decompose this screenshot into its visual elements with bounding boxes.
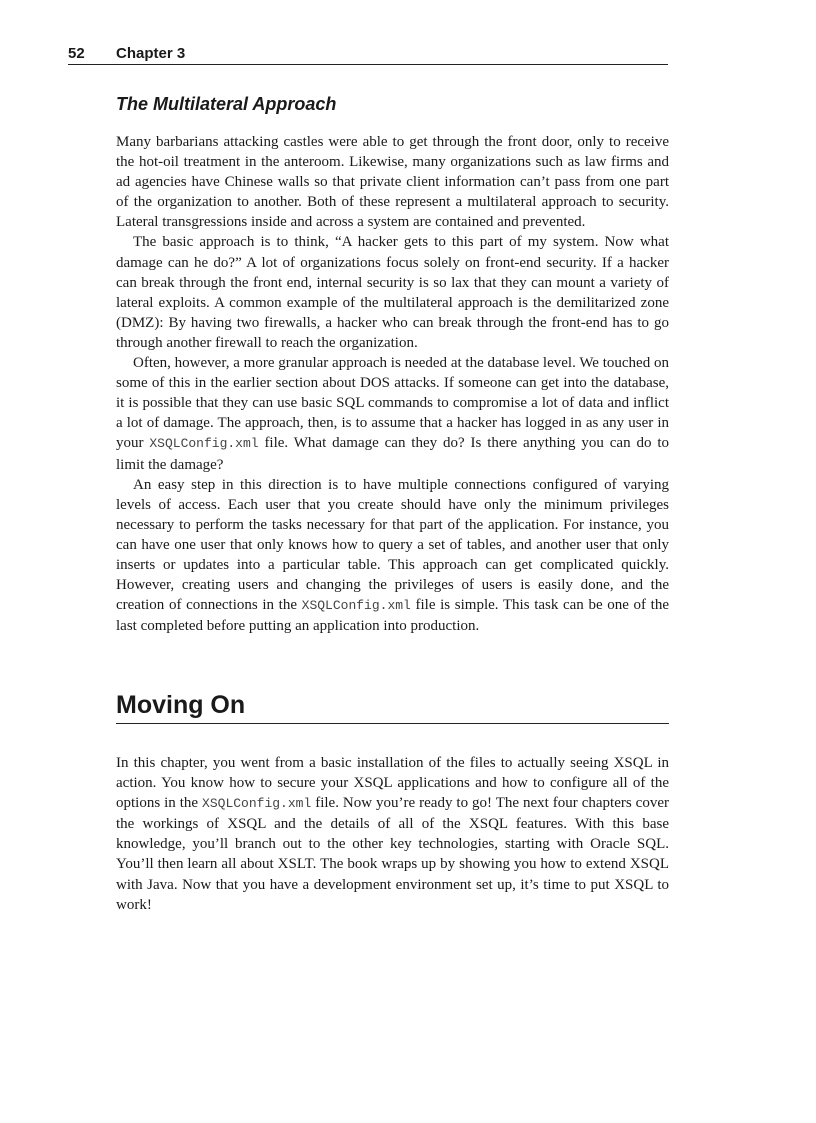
running-header xyxy=(68,42,668,65)
chapter-label: Chapter 3 xyxy=(116,45,186,62)
paragraph: Many barbarians attacking castles were able to get through the front door, only to receive the hot-oil treatment in the anteroom. Likewise, many organizations such as law firms and ad agencies have Chinese walls so that private client information can’t pass from one part of the organization to another. Both of these represent a multilateral approach to security. Lateral transgressions inside and across a system are contained and prevented. xyxy=(116,134,669,231)
paragraph-text: In this chapter, you went from a basic installation of the files to actually seeing XSQL in action. You know how to secure your XSQL applications and how to configure all of the options in the xyxy=(116,755,669,812)
section-heading-moving-on: Moving On xyxy=(116,690,669,724)
paragraph-text: file. What damage can they do? Is there anything you can do to limit the damage? xyxy=(116,435,669,473)
section-body-multilateral xyxy=(116,132,669,636)
section-body-moving-on xyxy=(116,753,669,915)
paragraph-text: file. Now you’re ready to go! The next four chapters cover the workings of XSQL and the details of all of the XSQL features. With this base knowledge, you’ll branch out to the other key technologies, starting with Oracle SQL. You’ll then learn all about XSLT. The book wraps up by showing you how to extend XSQL with Java. Now that you have a development environment set up, it’s time to put XSQL to work! xyxy=(116,795,669,913)
paragraph xyxy=(116,753,669,915)
paragraph-text: Often, however, a more granular approach is needed at the database level. We touched on some of this in the earlier section about DOS attacks. If someone can get into the database, it is possible that they can use basic SQL commands to compromise a lot of data and inflict a lot of damage. The approach, then, is to assume that a hacker has logged in as any user in your xyxy=(116,355,669,452)
paragraph xyxy=(116,475,669,637)
filename-code: XSQLConfig.xml xyxy=(202,796,312,812)
filename-code: XSQLConfig.xml xyxy=(149,436,259,452)
paragraph-text: An easy step in this direction is to have multiple connections configured of varying levels of access. Each user that you create should have only the minimum privileges necessary to perform the tasks necessary for that part of the application. For instance, you can have one user that only knows how to query a set of tables, and another user that only inserts or updates into a particular table. This approach can get complicated quickly. However, creating users and changing the privileges of users is easily done, and the creation of connections in the xyxy=(116,476,669,614)
paragraph xyxy=(116,353,669,475)
page-number: 52 xyxy=(68,45,85,62)
paragraph: The basic approach is to think, “A hacker gets to this part of my system. Now what damage can he do?” A lot of organizations focus solely on front-end security. If a hacker can break through the front end, internal security is so lax that they can mount a variety of lateral exploits. A common example of the multilateral approach is the demilitarized zone (DMZ): By having two firewalls, a hacker who can break through the front-end has to go through another firewall to reach the organization. xyxy=(116,234,669,351)
filename-code: XSQLConfig.xml xyxy=(301,598,411,614)
paragraph-text: file is simple. This task can be one of the last completed before putting an application into production. xyxy=(116,597,669,635)
section-heading-multilateral: The Multilateral Approach xyxy=(116,94,337,114)
